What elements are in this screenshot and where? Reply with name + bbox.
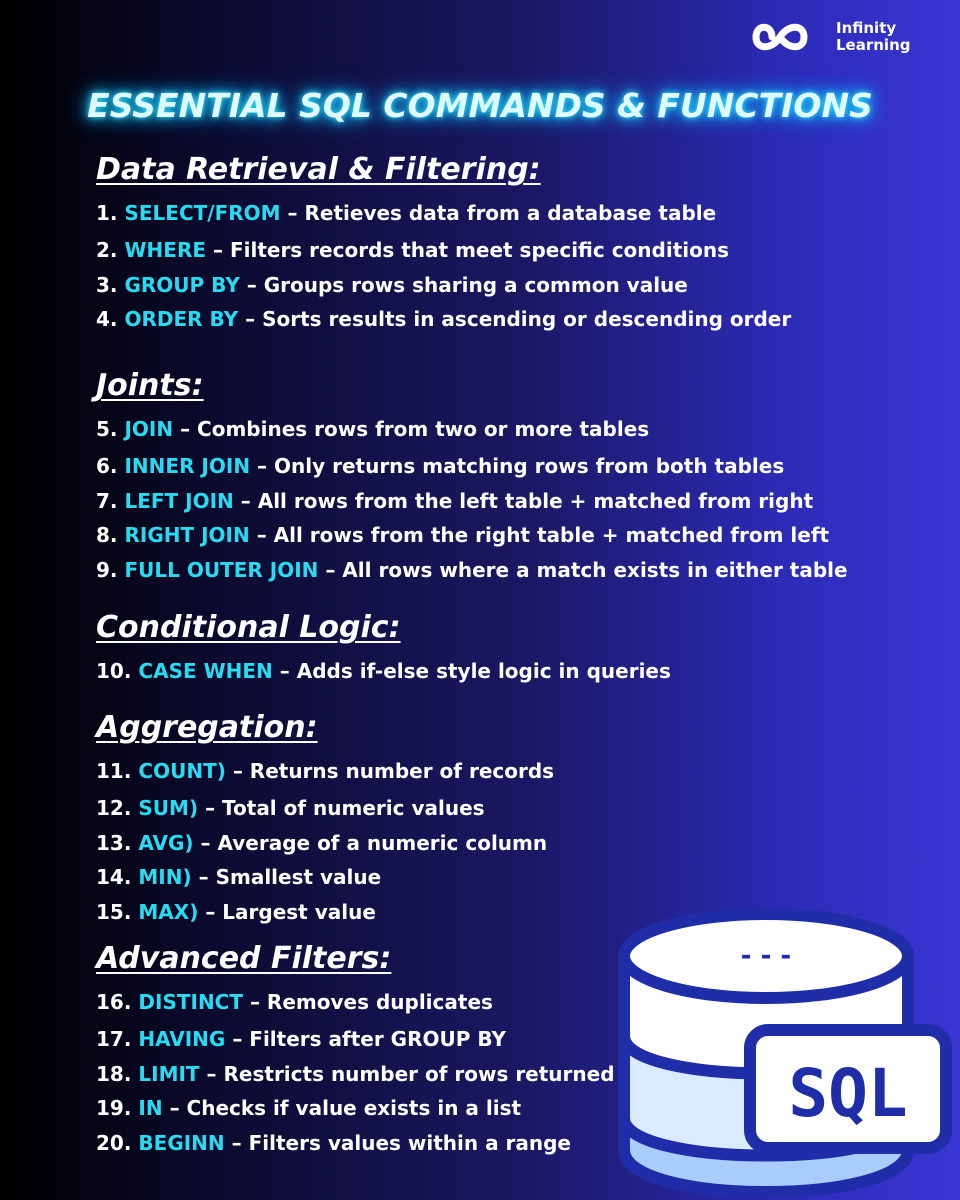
item-number: 19.	[96, 1096, 132, 1120]
item-keyword: FULL OUTER JOIN	[124, 557, 319, 582]
list-item	[96, 895, 554, 930]
list-item	[96, 410, 848, 449]
infinity-logo-icon	[752, 16, 832, 58]
item-keyword: BEGINN	[138, 1130, 225, 1155]
item-description: – Filters values within a range	[231, 1130, 571, 1155]
item-keyword: SELECT/FROM	[124, 201, 281, 225]
section-heading: Joints:	[96, 368, 204, 403]
item-keyword: AVG)	[138, 830, 194, 855]
item-number: 14.	[96, 865, 132, 889]
item-description: – Groups rows sharing a common value	[246, 272, 688, 297]
item-number: 4.	[96, 307, 118, 331]
item-description: – Total of numeric values	[205, 796, 485, 820]
item-description: – Average of a numeric column	[200, 830, 548, 855]
item-keyword: LEFT JOIN	[124, 488, 234, 513]
item-number: 3.	[96, 272, 118, 297]
item-description: – Combines rows from two or more tables	[180, 417, 650, 441]
list-item	[96, 652, 671, 691]
item-description: – Adds if-else style logic in queries	[279, 659, 671, 683]
sql-database-icon	[608, 906, 960, 1200]
item-description: – Returns number of records	[232, 759, 555, 783]
item-number: 17.	[96, 1027, 132, 1051]
item-number: 16.	[96, 990, 132, 1014]
item-number: 12.	[96, 796, 132, 820]
section-aggregation	[96, 710, 554, 929]
item-number: 20.	[96, 1130, 132, 1155]
item-description: – Smallest value	[198, 865, 382, 889]
section-joins	[96, 368, 848, 587]
item-keyword: GROUP BY	[124, 272, 240, 297]
list-item	[96, 826, 554, 861]
item-number: 6.	[96, 454, 118, 478]
section-heading: Aggregation:	[96, 710, 318, 745]
list-item	[96, 268, 791, 303]
item-number: 2.	[96, 238, 118, 262]
brand-name	[836, 20, 911, 54]
list-item	[96, 1091, 615, 1126]
item-description: – All rows from the right table + matched from left	[256, 523, 830, 547]
list-item	[96, 553, 848, 588]
list-item	[96, 233, 791, 268]
item-keyword: IN	[138, 1096, 163, 1120]
list-item	[96, 791, 554, 826]
list-item	[96, 484, 848, 519]
item-keyword: DISTINCT	[138, 990, 243, 1014]
brand-line-2: Learning	[836, 36, 911, 54]
item-keyword: RIGHT JOIN	[124, 523, 250, 547]
item-number: 11.	[96, 759, 132, 783]
item-description: – Filters after GROUP BY	[232, 1027, 506, 1051]
list-item	[96, 983, 615, 1022]
item-keyword: MIN)	[138, 865, 192, 889]
section-advanced-filters	[96, 941, 615, 1160]
list-item	[96, 860, 554, 895]
item-number: 7.	[96, 488, 118, 513]
item-description: – Removes duplicates	[249, 990, 493, 1014]
item-keyword: MAX)	[138, 899, 199, 924]
list-item	[96, 1022, 615, 1057]
item-keyword: CASE WHEN	[138, 659, 273, 683]
item-description: – All rows from the left table + matched from right	[240, 488, 814, 513]
section-heading: Data Retrieval & Filtering:	[96, 152, 541, 187]
item-keyword: COUNT)	[138, 759, 226, 783]
brand-logo	[752, 16, 911, 58]
item-description: – All rows where a match exists in either table	[325, 557, 848, 582]
sql-badge-text: SQL	[788, 1055, 908, 1132]
item-number: 13.	[96, 830, 132, 855]
item-description: – Filters records that meet specific conditions	[212, 238, 729, 262]
item-number: 8.	[96, 523, 118, 547]
section-conditional-logic	[96, 610, 671, 691]
item-description: – Sorts results in ascending or descending order	[245, 307, 792, 331]
list-item	[96, 1057, 615, 1092]
lid-marks: - - -	[740, 941, 792, 971]
list-item	[96, 449, 848, 484]
list-item	[96, 518, 848, 553]
page-title: ESSENTIAL SQL COMMANDS & FUNCTIONS	[87, 86, 873, 125]
item-keyword: ORDER BY	[124, 307, 239, 331]
item-description: – Retieves data from a database table	[287, 201, 717, 225]
item-keyword: HAVING	[138, 1027, 226, 1051]
item-number: 18.	[96, 1061, 132, 1086]
item-description: – Restricts number of rows returned	[206, 1061, 615, 1086]
section-heading: Conditional Logic:	[96, 610, 401, 645]
item-description: – Only returns matching rows from both tables	[257, 454, 785, 478]
item-number: 1.	[96, 201, 118, 225]
item-keyword: WHERE	[124, 238, 207, 262]
section-heading: Advanced Filters:	[96, 941, 392, 976]
list-item	[96, 1126, 615, 1161]
item-number: 5.	[96, 417, 118, 441]
item-number: 15.	[96, 899, 132, 924]
item-keyword: JOIN	[124, 417, 174, 441]
item-keyword: SUM)	[138, 796, 199, 820]
item-number: 9.	[96, 557, 118, 582]
item-number: 10.	[96, 659, 132, 683]
list-item	[96, 752, 554, 791]
item-keyword: INNER JOIN	[124, 454, 251, 478]
brand-line-1: Infinity	[836, 19, 897, 37]
list-item	[96, 194, 791, 233]
item-description: – Largest value	[205, 899, 376, 924]
item-keyword: LIMIT	[138, 1061, 200, 1086]
list-item	[96, 302, 791, 337]
section-data-retrieval	[96, 152, 791, 337]
item-description: – Checks if value exists in a list	[169, 1096, 522, 1120]
